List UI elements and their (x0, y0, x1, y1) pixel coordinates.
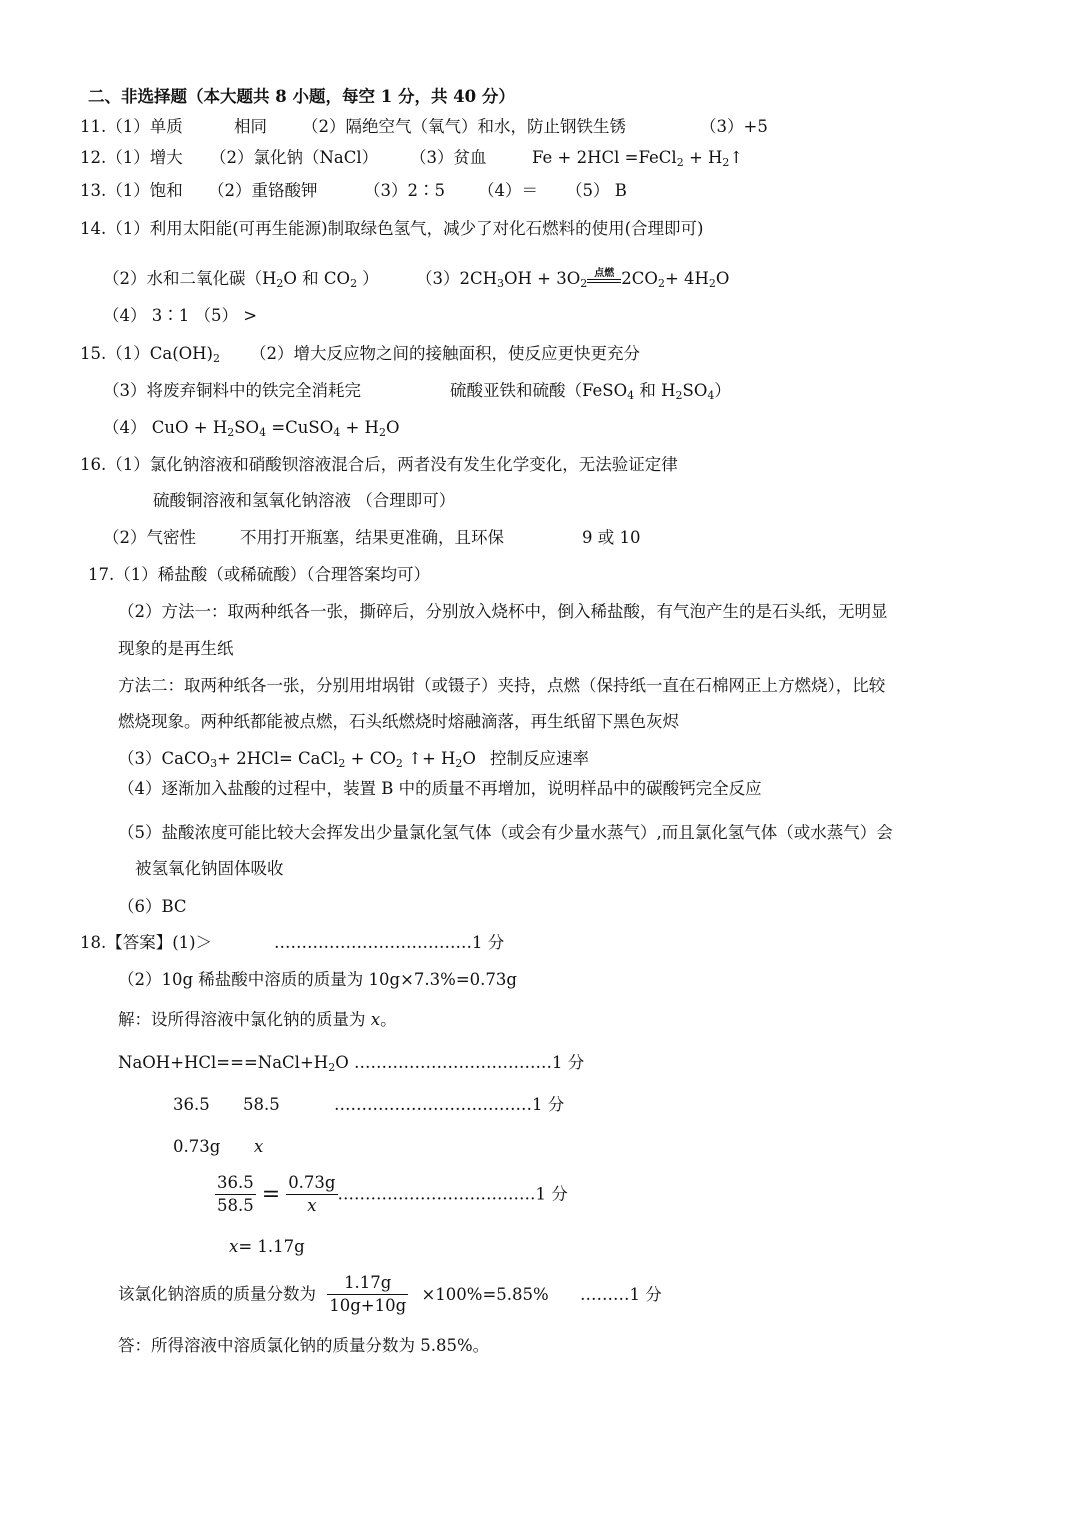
q13-a3: （3）2∶5 (364, 181, 445, 200)
fraction-percent (327, 1272, 408, 1317)
q18-l3-var: x (370, 1010, 381, 1029)
q17-line8: （5）盐酸浓度可能比较大会挥发出少量氯化氢气体（或会有少量水蒸气）,而且氯化氢气体（或水蒸气）会 (118, 823, 893, 842)
q12-a2: （2）氯化钠（NaCl） (210, 148, 379, 167)
q13-a4: （4）＝ (478, 181, 538, 200)
q18-l6a: 0.73g (173, 1137, 221, 1156)
q18-l4-sub: 2 (328, 1061, 336, 1074)
q14-l2d: （3）2CH (416, 269, 498, 288)
q18-l4a: NaOH+HCl===NaCl+H (118, 1053, 329, 1072)
q17-line10: （6）BC (118, 897, 187, 916)
q17-l6-sub4: 2 (455, 757, 463, 770)
q15-l3b: SO (234, 418, 260, 437)
q15-l2d: SO (682, 381, 708, 400)
q17-line4: 方法二：取两种纸各一张，分别用坩埚钳（或镊子）夹持，点燃（保持纸一直在石棉网正上方燃烧），比较 (118, 676, 886, 695)
q11-a3: （2）隔绝空气（氧气）和水，防止钢铁生锈 (302, 117, 626, 136)
q18-line4 (118, 1052, 584, 1079)
q18-l4b: O ………………………………1 分 (335, 1053, 585, 1072)
q15-l3-sub4: 2 (378, 426, 386, 439)
q15-l2b: 硫酸亚铁和硫酸（FeSO (450, 381, 628, 400)
q11-num: 11. (80, 117, 107, 136)
q17-line1: 17.（1）稀盐酸（或稀硫酸）（合理答案均可） (88, 565, 430, 584)
q15-l3-sub2: 4 (259, 426, 267, 439)
q12-a3: （3）贫血 (410, 148, 487, 167)
q16-line3c: 9 或 10 (582, 528, 641, 547)
q14-l2-sub6: 2 (708, 277, 716, 290)
q14-l2-sub5: 2 (657, 277, 665, 290)
q15-line1a (80, 343, 220, 370)
q18-line2: （2）10g 稀盐酸中溶质的质量为 10g×7.3%=0.73g (118, 970, 517, 989)
q17-line2: （2）方法一：取两种纸各一张，撕碎后，分别放入烧杯中，倒入稀盐酸，有气泡产生的是石头纸，无明显 (118, 602, 888, 621)
q17-l6-sub3: 2 (395, 757, 403, 770)
fraction-percent-numerator: 1.17g (327, 1272, 408, 1295)
q18-l9c: ………1 分 (579, 1284, 662, 1304)
q15-line1b: （2）增大反应物之间的接触面积，使反应更快更充分 (250, 344, 640, 363)
q18-l3a: 解：设所得溶液中氯化钠的质量为 (118, 1010, 371, 1029)
q15-line2b (450, 380, 731, 407)
q12-num: 12. (80, 148, 107, 167)
q17-line9: 被氢氧化钠固体吸收 (135, 859, 284, 878)
q11-a1: （1）单质 (106, 117, 183, 136)
fraction-left (215, 1172, 256, 1217)
q15-l3e: O (385, 418, 400, 437)
q15-l3d: + H (340, 418, 379, 437)
q18-l9b: ×100%=5.85% (421, 1284, 549, 1304)
q17-l6b: + 2HCl= CaCl (217, 749, 339, 768)
q18-line1b: ………………………………1 分 (274, 933, 505, 952)
q15-l2-sub3: 4 (707, 389, 715, 402)
q15-l2-sub1: 4 (627, 389, 635, 402)
q17-line7: （4）逐渐加入盐酸的过程中，装置 B 中的质量不再增加，说明样品中的碳酸钙完全反应 (118, 779, 762, 798)
cond-bar-top (587, 279, 621, 280)
q18-line1a: 18.【答案】(1)＞ (80, 933, 213, 952)
q18-l5a: 36.5 (173, 1095, 210, 1114)
fraction-right-denominator: x (307, 1196, 317, 1215)
q12-a1: （1）增大 (106, 148, 183, 167)
proportion-equation (215, 1172, 568, 1217)
q14-l2b: O 和 CO (283, 269, 351, 288)
equals-sign: = (261, 1181, 281, 1207)
q18-l6-var: x (254, 1137, 264, 1156)
q14-line1: 14.（1）利用太阳能(可再生能源)制取绿色氢气，减少了对化石燃料的使用(合理即可) (80, 219, 704, 238)
q14-l2-sub1: 2 (276, 277, 284, 290)
q18-frac-dots: ………………………………1 分 (337, 1184, 568, 1204)
q15-l1a: 15.（1）Ca(OH) (80, 344, 213, 363)
q15-line3 (103, 417, 399, 444)
q11-line (80, 116, 183, 138)
q12-eq-sub2: 2 (722, 156, 730, 169)
fraction-percent-denominator: 10g+10g (329, 1296, 407, 1315)
q14-l2a: （2）水和二氧化碳（H (103, 269, 277, 288)
q18-line8 (229, 1236, 305, 1258)
q17-line5: 燃烧现象。两种纸都能被点燃，石头纸燃烧时熔融滴落，再生纸留下黑色灰烬 (118, 712, 679, 731)
q15-l3-sub3: 4 (333, 426, 341, 439)
q12-eq-text: Fe + 2HCl =FeCl (532, 148, 677, 167)
q14-l2e: OH + 3O (504, 269, 581, 288)
section-title: 二、非选择题（本大题共 8 小题，每空 1 分，共 40 分） (88, 87, 515, 106)
q15-l1-sub: 2 (213, 352, 220, 365)
q14-l2-sub3: 3 (497, 277, 505, 290)
q18-l3b: 。 (380, 1010, 397, 1029)
q17-l6d: ↑+ H (402, 749, 456, 768)
q15-l3c: =CuSO (266, 418, 334, 437)
q15-line2a: （3）将废弃铜料中的铁完全消耗完 (103, 381, 361, 400)
q18-line9 (118, 1272, 662, 1317)
q14-l2-sub4: 2 (580, 277, 588, 290)
q14-l2c: ） (357, 269, 379, 288)
q12-line (80, 147, 183, 169)
q14-line2a (103, 268, 379, 295)
cond-bar-bottom (587, 282, 621, 283)
q17-l6a: （3）CaCO (118, 749, 211, 768)
q11-a2: 相同 (234, 117, 267, 136)
q18-l5c: ………………………………1 分 (334, 1095, 565, 1114)
q13-line (80, 180, 183, 202)
q15-l2c: 和 H (634, 381, 676, 400)
q14-l2f: 2CO (621, 269, 658, 288)
q16-line3b: 不用打开瓶塞，结果更准确，且环保 (240, 528, 504, 547)
q17-line6 (118, 748, 476, 775)
q14-line3: （4） 3∶1 （5） > (103, 306, 258, 325)
q18-line3 (118, 1009, 397, 1031)
q13-a1: （1）饱和 (106, 181, 183, 200)
fraction-left-numerator: 36.5 (215, 1172, 256, 1195)
q12-eq-arrow: ↑ (729, 148, 744, 167)
q17-l6-sub1: 3 (210, 757, 218, 770)
q16-line2: 硫酸铜溶液和氢氧化钠溶液 （合理即可） (153, 491, 456, 510)
q17-l6c: + CO (345, 749, 396, 768)
q13-num: 13. (80, 181, 107, 200)
q14-l2-sub2: 2 (350, 277, 358, 290)
q18-l5b: 58.5 (243, 1095, 280, 1114)
q17-line6f: 控制反应速率 (490, 749, 589, 768)
q18-l9a: 该氯化钠溶质的质量分数为 (118, 1284, 316, 1304)
q17-l6e: O (462, 749, 476, 768)
q15-l2-sub2: 2 (675, 389, 683, 402)
q14-equation (416, 268, 729, 295)
q15-l3a: （4） CuO + H (103, 418, 228, 437)
q12-eq-sub: 2 (676, 156, 684, 169)
reaction-condition (587, 267, 621, 287)
q17-line3: 现象的是再生纸 (118, 639, 234, 658)
q13-a5: （5） B (566, 181, 627, 200)
q15-l3-sub1: 2 (227, 426, 235, 439)
q18-l8b: = 1.17g (238, 1237, 305, 1256)
q12-eq-tail: + H (683, 148, 723, 167)
fraction-left-denominator: 58.5 (217, 1196, 254, 1215)
q16-line1: 16.（1）氯化钠溶液和硝酸钡溶液混合后，两者没有发生化学变化，无法验证定律 (80, 455, 678, 474)
q18-l8-var: x (229, 1237, 239, 1256)
q16-line3a: （2）气密性 (103, 528, 196, 547)
reaction-condition-text: 点燃 (594, 267, 615, 279)
q12-equation (532, 147, 743, 174)
q13-a2: （2）重铬酸钾 (208, 181, 318, 200)
q15-l2e: ） (714, 381, 731, 400)
q18-line10: 答：所得溶液中溶质氯化钠的质量分数为 5.85%。 (118, 1336, 490, 1355)
fraction-right-numerator: 0.73g (286, 1172, 337, 1195)
q14-l2g: + 4H (664, 269, 709, 288)
q14-l2h: O (715, 269, 730, 288)
q11-a4: （3）+5 (700, 117, 768, 136)
fraction-right (286, 1172, 337, 1217)
q17-l6-sub2: 2 (338, 757, 346, 770)
